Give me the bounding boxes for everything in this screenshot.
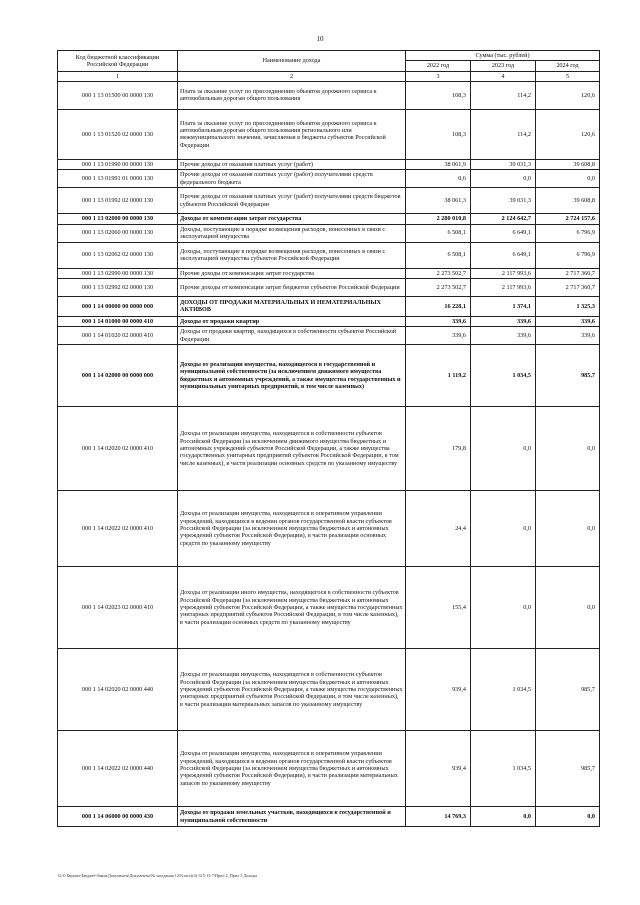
table-row [58, 327, 600, 345]
row-name: Прочие доходы от компенсации затрат бюджетов субъектов Российской Федерации [178, 278, 406, 296]
row-value-2023: 0,0 [471, 407, 536, 491]
row-value-2022: 108,3 [406, 81, 471, 109]
row-code: 000 1 14 02020 02 0000 410 [58, 407, 178, 491]
row-value-2023: 0,0 [471, 807, 536, 827]
row-value-2023: 114,2 [471, 81, 536, 109]
row-name: Доходы от продажи квартир [178, 316, 406, 326]
table-colnum-row [58, 71, 600, 81]
row-code: 000 1 14 01000 00 0000 410 [58, 316, 178, 326]
table-row [58, 296, 600, 316]
colnum-4: 4 [471, 71, 536, 81]
colnum-5: 5 [536, 71, 600, 81]
table-row [58, 278, 600, 296]
page-number: 10 [316, 35, 324, 43]
row-value-2022: 6 508,1 [406, 224, 471, 242]
header-year-2024: 2024 год [536, 61, 600, 71]
row-name: Плата за оказание услуг по присоединению объектов дорожного сервиса к автомобильным дорогам общего пользования регионального или межмуниципального значения, зачисляемая в бюджеты субъектов Российской Федерации [178, 109, 406, 159]
row-name: ДОХОДЫ ОТ ПРОДАЖИ МАТЕРИАЛЬНЫХ И НЕМАТЕРИАЛЬНЫХ АКТИВОВ [178, 296, 406, 316]
row-value-2023: 2 117 993,6 [471, 278, 536, 296]
row-name: Доходы от продажи земельных участков, находящихся в государственной и муниципальной собственности [178, 807, 406, 827]
row-name: Доходы от реализации имущества, находящегося в оперативном управлении учреждений, находящихся в ведении органов государственной власти субъектов Российской Федерации (за исключением имущества бюджетных и автономных учреждений субъектов Российской Федерации), в части реализации материальных запасов по указанному имуществу [178, 731, 406, 807]
row-value-2022: 38 061,3 [406, 188, 471, 214]
row-value-2023: 1 034,5 [471, 345, 536, 407]
row-code: 000 1 14 01020 02 0000 410 [58, 327, 178, 345]
row-value-2022: 1 119,2 [406, 345, 471, 407]
row-code: 000 1 13 02990 00 0000 130 [58, 268, 178, 278]
colnum-1: 1 [58, 71, 178, 81]
row-value-2024: 0,0 [536, 407, 600, 491]
table-row [58, 731, 600, 807]
row-code: 000 1 13 01990 00 0000 130 [58, 159, 178, 169]
row-code: 000 1 14 02022 02 0000 410 [58, 491, 178, 567]
row-name: Доходы от реализации иного имущества, находящегося в собственности субъектов Российской Федерации (за исключением имущества бюджетных и автономных учреждений субъектов Российской Федерации, а также имущества государственных унитарных предприятий субъектов Российской Федерации, в том числе казенных), в части реализации основных средств по указанному имуществу [178, 567, 406, 649]
row-code: 000 1 13 02062 02 0000 130 [58, 242, 178, 268]
footer-path: G:\0 Бюджет\Бюджет\Закон\Документы\Документы\№ заседания 125\(ruce)(4)-315-13-7\Прил 2_Прил 3 Доходы [58, 873, 258, 878]
row-value-2024: 120,6 [536, 109, 600, 159]
row-value-2023: 39 031,3 [471, 159, 536, 169]
row-name: Прочие доходы от компенсации затрат государства [178, 268, 406, 278]
table-row [58, 188, 600, 214]
table-row [58, 242, 600, 268]
row-value-2022: 939,4 [406, 649, 471, 731]
row-name: Прочие доходы от оказания платных услуг (работ) получателями средств бюджетов субъектов Российской Федерации [178, 188, 406, 214]
row-code: 000 1 13 02992 02 0000 130 [58, 278, 178, 296]
row-name: Доходы от продажи квартир, находящихся в собственности субъектов Российской Федерации [178, 327, 406, 345]
table-row [58, 649, 600, 731]
row-value-2023: 339,6 [471, 316, 536, 326]
table-row [58, 407, 600, 491]
row-name: Доходы от реализации имущества, находящегося в государственной и муниципальной собственности (за исключением движимого имущества бюджетных и автономных учреждений, а также имущества государственных и муниципальных унитарных предприятий, в том числе казенных) [178, 345, 406, 407]
table-header-row [58, 51, 600, 61]
row-value-2023: 1 374,1 [471, 296, 536, 316]
row-value-2022: 6 508,1 [406, 242, 471, 268]
row-value-2024: 120,6 [536, 81, 600, 109]
row-value-2024: 0,0 [536, 567, 600, 649]
row-value-2023: 0,0 [471, 170, 536, 188]
row-value-2024: 985,7 [536, 345, 600, 407]
table-row [58, 224, 600, 242]
row-code: 000 1 14 00000 00 0000 000 [58, 296, 178, 316]
row-value-2023: 6 649,1 [471, 242, 536, 268]
row-value-2022: 16 228,1 [406, 296, 471, 316]
row-value-2024: 2 717 360,7 [536, 278, 600, 296]
row-value-2024: 2 724 157,6 [536, 214, 600, 224]
row-code: 000 1 13 02060 00 0000 130 [58, 224, 178, 242]
row-value-2023: 1 034,5 [471, 649, 536, 731]
row-name: Плата за оказание услуг по присоединению объектов дорожного сервиса к автомобильным дорогам общего пользования [178, 81, 406, 109]
row-value-2022: 2 280 010,8 [406, 214, 471, 224]
row-value-2024: 339,6 [536, 316, 600, 326]
row-name: Прочие доходы от оказания платных услуг (работ) [178, 159, 406, 169]
row-value-2024: 39 608,8 [536, 159, 600, 169]
row-code: 000 1 13 01520 02 0000 130 [58, 109, 178, 159]
header-sum: Сумма (тыс. рублей) [406, 51, 600, 61]
table-row [58, 491, 600, 567]
table-row [58, 214, 600, 224]
row-value-2023: 0,0 [471, 567, 536, 649]
table-row [58, 81, 600, 109]
row-value-2024: 6 796,9 [536, 242, 600, 268]
row-code: 000 1 13 01991 01 0000 130 [58, 170, 178, 188]
row-value-2023: 39 031,3 [471, 188, 536, 214]
row-value-2023: 2 124 642,7 [471, 214, 536, 224]
row-value-2024: 985,7 [536, 649, 600, 731]
table-row [58, 345, 600, 407]
row-code: 000 1 14 06000 00 0000 430 [58, 807, 178, 827]
row-value-2022: 179,8 [406, 407, 471, 491]
row-code: 000 1 14 02020 02 0000 440 [58, 649, 178, 731]
row-value-2023: 1 034,5 [471, 731, 536, 807]
row-value-2022: 2 273 502,7 [406, 278, 471, 296]
row-value-2024: 2 717 360,7 [536, 268, 600, 278]
row-name: Доходы, поступающие в порядке возмещения расходов, понесенных в связи с эксплуатацией имущества [178, 224, 406, 242]
header-year-2023: 2023 год [471, 61, 536, 71]
row-name: Доходы от компенсации затрат государства [178, 214, 406, 224]
row-value-2022: 939,4 [406, 731, 471, 807]
colnum-2: 2 [178, 71, 406, 81]
row-value-2023: 114,2 [471, 109, 536, 159]
row-name: Доходы от реализации имущества, находящегося в собственности субъектов Российской Федерации (за исключением имущества бюджетных и автономных учреждений субъектов Российской Федерации, а также имущества государственных унитарных предприятий субъектов Российской Федерации, в том числе казенных), в части реализации материальных запасов по указанному имуществу [178, 649, 406, 731]
row-value-2024: 985,7 [536, 731, 600, 807]
row-name: Доходы, поступающие в порядке возмещения расходов, понесенных в связи с эксплуатацией имущества субъектов Российской Федерации [178, 242, 406, 268]
row-code: 000 1 14 02000 00 0000 000 [58, 345, 178, 407]
row-value-2023: 0,0 [471, 491, 536, 567]
table-row [58, 159, 600, 169]
row-code: 000 1 13 02000 00 0000 130 [58, 214, 178, 224]
row-code: 000 1 14 02023 02 0000 410 [58, 567, 178, 649]
revenue-table [57, 50, 600, 827]
row-value-2022: 14 769,3 [406, 807, 471, 827]
table-row [58, 109, 600, 159]
table-row [58, 316, 600, 326]
row-name: Доходы от реализации имущества, находящегося в собственности субъектов Российской Федерации (за исключением движимого имущества бюджетных и автономных учреждений субъектов Российской Федерации, а также имущества государственных унитарных предприятий субъектов Российской Федерации, в том числе казенных), в части реализации основных средств по указанному имуществу [178, 407, 406, 491]
table-row [58, 807, 600, 827]
table-row [58, 567, 600, 649]
row-value-2024: 0,0 [536, 491, 600, 567]
row-name: Прочие доходы от оказания платных услуг (работ) получателями средств федерального бюджета [178, 170, 406, 188]
table-row [58, 170, 600, 188]
row-value-2024: 39 608,8 [536, 188, 600, 214]
table-body [58, 81, 600, 826]
row-value-2022: 0,6 [406, 170, 471, 188]
row-value-2023: 6 649,1 [471, 224, 536, 242]
row-value-2024: 0,0 [536, 170, 600, 188]
row-value-2022: 339,6 [406, 316, 471, 326]
row-code: 000 1 13 01992 02 0000 130 [58, 188, 178, 214]
row-value-2022: 155,4 [406, 567, 471, 649]
row-value-2024: 6 796,9 [536, 224, 600, 242]
header-name: Наименование дохода [178, 51, 406, 72]
row-value-2022: 339,6 [406, 327, 471, 345]
row-value-2023: 339,6 [471, 327, 536, 345]
row-code: 000 1 14 02022 02 0000 440 [58, 731, 178, 807]
row-name: Доходы от реализации имущества, находящегося в оперативном управлении учреждений, находящихся в ведении органов государственной власти субъектов Российской Федерации (за исключением имущества бюджетных и автономных учреждений субъектов Российской Федерации), в части реализации основных средств по указанному имуществу [178, 491, 406, 567]
colnum-3: 3 [406, 71, 471, 81]
row-value-2024: 1 325,3 [536, 296, 600, 316]
row-value-2024: 0,0 [536, 807, 600, 827]
row-code: 000 1 13 01500 00 0000 130 [58, 81, 178, 109]
row-value-2022: 24,4 [406, 491, 471, 567]
row-value-2022: 108,3 [406, 109, 471, 159]
row-value-2023: 2 117 993,6 [471, 268, 536, 278]
row-value-2024: 339,6 [536, 327, 600, 345]
table-row [58, 268, 600, 278]
header-code: Код бюджетной классификации Российской Федерации [58, 51, 178, 72]
row-value-2022: 2 273 502,7 [406, 268, 471, 278]
row-value-2022: 38 061,9 [406, 159, 471, 169]
header-year-2022: 2022 год [406, 61, 471, 71]
